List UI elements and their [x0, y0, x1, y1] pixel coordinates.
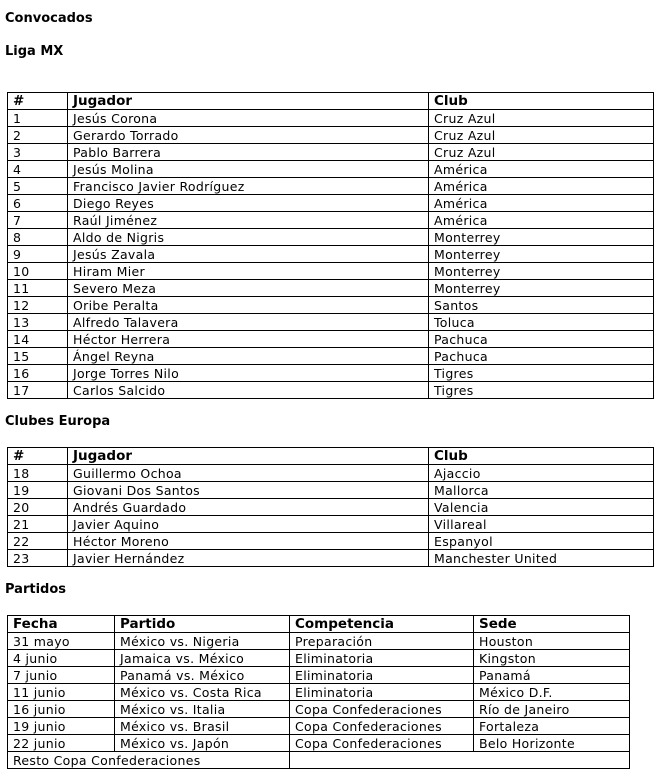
table-row	[8, 144, 654, 161]
table-cell: 5	[8, 178, 68, 195]
table-cell: México vs. Japón	[115, 735, 290, 752]
table-cell: Valencia	[429, 499, 654, 516]
header-row	[8, 93, 654, 110]
column-header: Jugador	[68, 448, 429, 465]
table-row	[8, 110, 654, 127]
table-cell: Espanyol	[429, 533, 654, 550]
table-row	[8, 465, 654, 482]
table-row	[8, 314, 654, 331]
table-cell: Javier Hernández	[68, 550, 429, 567]
table-cell: 18	[8, 465, 68, 482]
table-cell: Fortaleza	[474, 718, 630, 735]
table-row	[8, 212, 654, 229]
table-cell: Pablo Barrera	[68, 144, 429, 161]
table-cell: México vs. Nigeria	[115, 633, 290, 650]
table-row	[8, 550, 654, 567]
column-header: #	[8, 448, 68, 465]
table-row	[8, 178, 654, 195]
table-cell: Río de Janeiro	[474, 701, 630, 718]
table-cell: 16 junio	[8, 701, 115, 718]
table-cell: Jesús Zavala	[68, 246, 429, 263]
table-body	[8, 110, 654, 399]
table-cell: 19	[8, 482, 68, 499]
table-row	[8, 348, 654, 365]
table-cell: 8	[8, 229, 68, 246]
table-cell: 4 junio	[8, 650, 115, 667]
table-cell: Carlos Salcido	[68, 382, 429, 399]
table-cell: Gerardo Torrado	[68, 127, 429, 144]
table-row	[8, 127, 654, 144]
column-header: Fecha	[8, 616, 115, 633]
table-cell: Tigres	[429, 365, 654, 382]
table-cell: 19 junio	[8, 718, 115, 735]
column-header: Club	[429, 448, 654, 465]
table-cell: Héctor Herrera	[68, 331, 429, 348]
table-cell: 15	[8, 348, 68, 365]
table-row	[8, 684, 630, 701]
table-row	[8, 516, 654, 533]
table-cell: Jesús Corona	[68, 110, 429, 127]
partidos-table	[7, 615, 630, 769]
table-cell: Santos	[429, 297, 654, 314]
table-cell: 31 mayo	[8, 633, 115, 650]
table-cell: Monterrey	[429, 246, 654, 263]
column-header: #	[8, 93, 68, 110]
table-cell: Cruz Azul	[429, 144, 654, 161]
table-row	[8, 331, 654, 348]
table-cell: América	[429, 161, 654, 178]
table-cell: Houston	[474, 633, 630, 650]
table-cell: 13	[8, 314, 68, 331]
table-cell: 20	[8, 499, 68, 516]
table-row	[8, 482, 654, 499]
table-row	[8, 365, 654, 382]
clubes-europa-table	[7, 447, 654, 567]
table-cell: 16	[8, 365, 68, 382]
table-cell: Héctor Moreno	[68, 533, 429, 550]
table-header	[8, 616, 630, 633]
table-body	[8, 465, 654, 567]
table-cell: 21	[8, 516, 68, 533]
table-cell: Pachuca	[429, 348, 654, 365]
header-row	[8, 448, 654, 465]
partidos-heading: Partidos	[5, 582, 67, 597]
table-footer-row	[8, 752, 630, 769]
table-header	[8, 448, 654, 465]
table-cell: América	[429, 195, 654, 212]
column-header: Jugador	[68, 93, 429, 110]
table-row	[8, 195, 654, 212]
table-row	[8, 246, 654, 263]
empty-cell	[290, 752, 630, 769]
table-cell: México vs. Brasil	[115, 718, 290, 735]
column-header: Sede	[474, 616, 630, 633]
table-cell: 22	[8, 533, 68, 550]
table-row	[8, 650, 630, 667]
table-cell: 22 junio	[8, 735, 115, 752]
table-cell: Monterrey	[429, 229, 654, 246]
table-row	[8, 499, 654, 516]
table-cell: Aldo de Nigris	[68, 229, 429, 246]
table-cell: Belo Horizonte	[474, 735, 630, 752]
table-cell: Giovani Dos Santos	[68, 482, 429, 499]
table-row	[8, 280, 654, 297]
table-cell: 1	[8, 110, 68, 127]
table-cell: 11 junio	[8, 684, 115, 701]
table-cell: 2	[8, 127, 68, 144]
table-cell: 7	[8, 212, 68, 229]
table-cell: Javier Aquino	[68, 516, 429, 533]
table-row	[8, 735, 630, 752]
table-row	[8, 701, 630, 718]
table-cell: México vs. Italia	[115, 701, 290, 718]
table-cell: México vs. Costa Rica	[115, 684, 290, 701]
table-row	[8, 533, 654, 550]
liga-mx-table	[7, 92, 654, 399]
table-cell: 17	[8, 382, 68, 399]
table-cell: Alfredo Talavera	[68, 314, 429, 331]
table-cell: Copa Confederaciones	[290, 701, 474, 718]
table-cell: Cruz Azul	[429, 110, 654, 127]
table-body	[8, 633, 630, 769]
table-cell: 3	[8, 144, 68, 161]
table-cell: Villareal	[429, 516, 654, 533]
table-header	[8, 93, 654, 110]
table-cell: Eliminatoria	[290, 684, 474, 701]
table-cell: 7 junio	[8, 667, 115, 684]
table-cell: Panamá vs. México	[115, 667, 290, 684]
table-cell: 4	[8, 161, 68, 178]
table-cell: Mallorca	[429, 482, 654, 499]
table-cell: Monterrey	[429, 280, 654, 297]
table-row	[8, 633, 630, 650]
column-header: Partido	[115, 616, 290, 633]
table-cell: Cruz Azul	[429, 127, 654, 144]
table-cell: Pachuca	[429, 331, 654, 348]
table-cell: Severo Meza	[68, 280, 429, 297]
table-cell: 6	[8, 195, 68, 212]
table-cell: Tigres	[429, 382, 654, 399]
table-cell: Andrés Guardado	[68, 499, 429, 516]
table-cell: Eliminatoria	[290, 667, 474, 684]
table-cell: 14	[8, 331, 68, 348]
table-row	[8, 718, 630, 735]
table-cell: 9	[8, 246, 68, 263]
table-row	[8, 161, 654, 178]
table-cell: Raúl Jiménez	[68, 212, 429, 229]
table-row	[8, 667, 630, 684]
table-cell: Hiram Mier	[68, 263, 429, 280]
page-title: Convocados	[5, 11, 93, 26]
table-cell: 10	[8, 263, 68, 280]
table-cell: Kingston	[474, 650, 630, 667]
column-header: Club	[429, 93, 654, 110]
table-cell: Panamá	[474, 667, 630, 684]
table-cell: 11	[8, 280, 68, 297]
column-header: Competencia	[290, 616, 474, 633]
table-cell: América	[429, 178, 654, 195]
table-row	[8, 297, 654, 314]
table-cell: Jamaica vs. México	[115, 650, 290, 667]
table-cell: Francisco Javier Rodríguez	[68, 178, 429, 195]
table-cell: Guillermo Ochoa	[68, 465, 429, 482]
table-cell: Ángel Reyna	[68, 348, 429, 365]
table-cell: Monterrey	[429, 263, 654, 280]
table-cell: Jorge Torres Nilo	[68, 365, 429, 382]
table-cell: México D.F.	[474, 684, 630, 701]
table-cell: Preparación	[290, 633, 474, 650]
table-cell: Copa Confederaciones	[290, 718, 474, 735]
header-row	[8, 616, 630, 633]
table-cell: Manchester United	[429, 550, 654, 567]
table-cell: 12	[8, 297, 68, 314]
table-cell: Ajaccio	[429, 465, 654, 482]
table-cell: América	[429, 212, 654, 229]
table-row	[8, 263, 654, 280]
table-cell: Copa Confederaciones	[290, 735, 474, 752]
table-cell: Diego Reyes	[68, 195, 429, 212]
table-row	[8, 229, 654, 246]
clubes-europa-heading: Clubes Europa	[5, 414, 111, 429]
table-cell: Eliminatoria	[290, 650, 474, 667]
table-cell: Toluca	[429, 314, 654, 331]
table-row	[8, 382, 654, 399]
table-cell: 23	[8, 550, 68, 567]
liga-mx-heading: Liga MX	[5, 44, 64, 59]
table-cell: Oribe Peralta	[68, 297, 429, 314]
footer-cell: Resto Copa Confederaciones	[8, 752, 290, 769]
table-cell: Jesús Molina	[68, 161, 429, 178]
